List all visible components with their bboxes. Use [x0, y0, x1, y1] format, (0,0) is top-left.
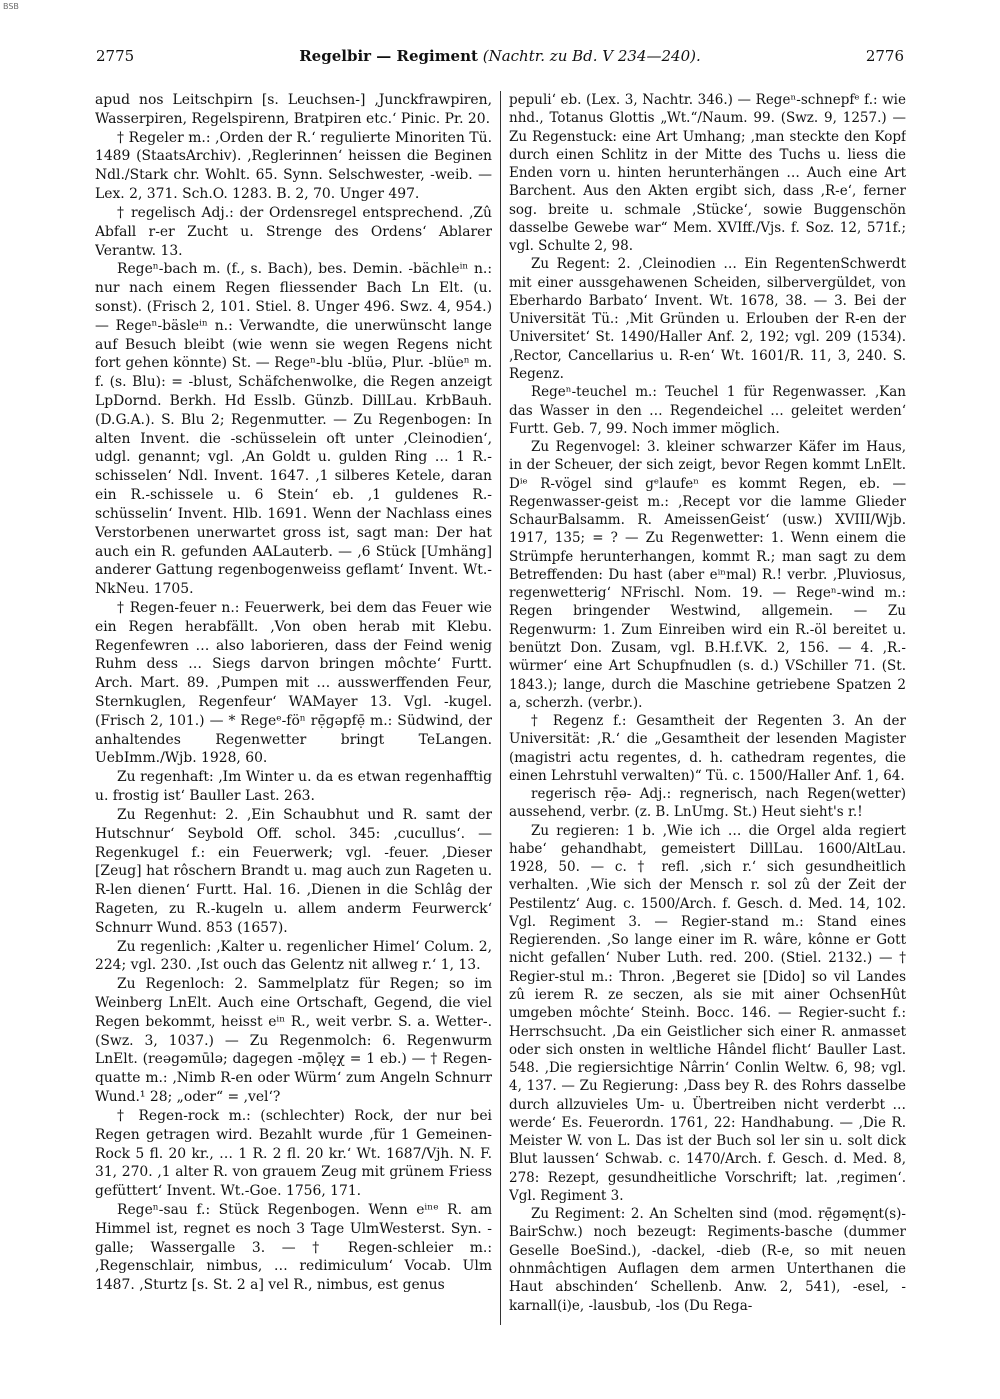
- entry-paragraph: Zu Regenhut: 2. ‚Ein Schaubhut und R. samt der Hutschnur‘ Seybold Off. schol. 345: ‚cucullus‘. — Regenkugel f.: ein Feuerwerk; vgl. -feuer. ‚Dieser [Zeug] hat rôschern Brandt u. mag auch zun Rageten u. R-len dienen‘ Furtt. Hal. 16. ‚Dienen in die Schlâg der Rageten, zu R.-kugeln u. allem anderm Feurwerck‘ Schnurr Wund. 853 (1657).: [95, 806, 492, 936]
- entry-paragraph: Zu Regiment: 2. An Schelten sind (mod. rẹ̄gəmęnt(s)-BairSchw.) noch bezeugt: Regiments-basche (dummer Geselle BoeSind.), -dackel, -dieb (R-e, so mit neuen ohnmâchtigen Auflagen dem armen Unterthanen die Haut abschinden‘ Schellenb. Anw. 2, 541), -esel, -karnall(i)e, -lausbub, -los (Du Rega-: [509, 1206, 906, 1314]
- entry-paragraph: † regelisch Adj.: der Ordensregel entsprechend. ‚Zû Abfall r-er Zucht u. Strenge des Ordens‘ Ablarer Verantw. 13.: [95, 204, 492, 259]
- running-title: [96, 47, 904, 65]
- entry-paragraph: Zu Regenvogel: 3. kleiner schwarzer Käfer im Haus, in der Scheuer, der sich zeigt, bevor Regen kommt LnElt. Dⁱᵉ R-vögel sind gᵉlaufeⁿ es kommt Regen, eb. — Regenwasser-geist m.: ‚Recept vor die lamme Glieder SchaurBalsamm. R. AmeissenGeist‘ (usw.) XVIII/Wjb. 1917, 135; = ? — Zu Regenwetter: 1. Wenn einem die Strümpfe herunterhangen, kommt R.; man sagt zu dem Betreffenden: Du hast (aber eⁱⁿmal) R.! verbr. ‚Pluviosus, regenwetterig‘ NFrischl. Nom. 19. — Regeⁿ-wind m.: Regen bringender Westwind, allgemein. — Zu Regenwurm: 1. Zum Einreiben wird ein R.-öl bereitet u. benützt Don. Zusam, vgl. B.H.f.VK. 2, 156. — 4. ‚R.-würmer‘ eine Art Schupfnudlen (s. d.) VSchiller 71. (St. 1843.); lange, durch die Maschine getriebene Spatzen 2 a, scherzh. (verbr.).: [509, 439, 906, 711]
- entry-paragraph: † Regen-feuer n.: Feuerwerk, bei dem das Feuer wie ein Regen herabfällt. ‚Von oben herab mit Klebu. Regenfewren … also laborieren, dass der Feind wenig Ruhm dess … Siegs darvon bringen môchte‘ Furtt. Arch. Mart. 89. ‚Pumpen mit … ausswerffenden Feur, Sternkuglen, Regenfeur‘ WAMayer 13. Vgl. -kugel. (Frisch 2, 101.) — * Regeᵉ-föⁿ rẹ̄gəpfẹ̄ m.: Südwind, der anhaltendes Regenwetter bringt TeLangen. UebImm./Wjb. 1928, 60.: [95, 599, 492, 767]
- entry-paragraph: Zu regenhaft: ‚Im Winter u. da es etwan regenhafftig u. frostig ist‘ Bauller Last. 263.: [95, 769, 492, 805]
- right-page-number: 2776: [865, 47, 904, 65]
- entry-paragraph: Zu Regent: 2. ‚Cleinodien … Ein RegentenSchwerdt mit einer aussgehawenen Scheiden, silbervergüldet, von Eberhardo Barbato‘ Invent. Wt. 1678, 38. — 3. Bei der Universität Tü.: ‚Mit Gründen u. Erlouben der R-en der Universitet‘ St. 1490/Haller Anf. 2, 192; vgl. 209 (1534). ‚Rector, Cancellarius u. R-en‘ Wt. 1601/R. 11, 3, 240. S. Regenz.: [509, 256, 906, 382]
- entry-paragraph: Regeⁿ-sau f.: Stück Regenbogen. Wenn eⁱⁿᵉ R. am Himmel ist, regnet es noch 3 Tage UlmWesterst. Syn. -galle; Wassergalle 3. — † Regen-schleier m.: ‚Regenschlair, nimbus, … redimiculum‘ Vocab. Ulm 1487. ‚Sturtz [s. St. 2 a] vel R., nimbus, est genus: [95, 1201, 492, 1294]
- entry-paragraph: Zu Regenloch: 2. Sammelplatz für Regen; so im Weinberg LnElt. Auch eine Ortschaft, Gegend, die viel Regen bekommt, heisst eⁱⁿ R., weit verbr. S. a. Wetter-. (Swz. 3, 1037.) — Zu Regenmolch: 6. Regenwurm LnElt. (reəgəmūlə; dagegen -mǭlęχ = 1 eb.) — † Regen-quatte m.: ‚Nimb R-en oder Würm‘ zum Angeln Schnurr Wund.¹ 28; „oder“ = ‚vel‘?: [95, 976, 492, 1106]
- column-divider: [500, 91, 501, 1325]
- entry-paragraph: pepuli‘ eb. (Lex. 3, Nachtr. 346.) — Regeⁿ-schnepfᵉ f.: wie nhd., Totanus Glottis „Wt.“/Naum. 99. (Swz. 9, 1257.) — Zu Regenstuck: eine Art Umhang; ‚man steckte den Kopf durch einen Schlitz in der Mitte des Tuchs u. liess die Enden vorn u. hinten herunterhängen … Auch eine Art Barchent. Aus den Akten ergibt sich, dass ‚R-e‘, ferner sog. breite u. schmale ‚Stücke‘, sowie Buggenschön dasselbe Gewebe war“ Mem. XVIff./Vjs. f. Soz. 12, 571f.; vgl. Schulte 2, 98.: [509, 92, 906, 255]
- page-header: [96, 47, 904, 71]
- entry-paragraph: Regeⁿ-teuchel m.: Teuchel 1 für Regenwasser. ‚Kan das Wasser in den … Regendeichel … geleitet werden‘ Furtt. Geb. 7, 99. Noch immer möglich.: [509, 384, 906, 437]
- entry-paragraph: regerisch rẹ̄ə- Adj.: regnerisch, nach Regen(wetter) aussehend, verbr. (z. B. LnUmg. St.) Heut sieht's r.!: [509, 786, 906, 821]
- right-text-column: [509, 91, 906, 1326]
- left-text-column: [95, 91, 492, 1326]
- entry-paragraph: † Regeler m.: ‚Orden der R.‘ regulierte Minoriten Tü. 1489 (StaatsArchiv). ‚Reglerinnen‘ heissen die Beginen Ndl./Stark chr. Wohlt. 65. Synn. Selschwester, -weib. — Lex. 2, 371. Sch.O. 1283. B. 2, 70. Unger 497.: [95, 129, 492, 203]
- entry-paragraph: † Regen-rock m.: (schlechter) Rock, der nur bei Regen getragen wird. Bezahlt wurde ‚für 1 Gemeinen-Rock 5 fl. 20 kr., … 1 R. 2 fl. 20 kr.‘ Wt. 1687/Vjh. N. F. 31, 270. ‚1 alter R. von grauem Zeug mit grünem Friess gefüttert‘ Invent. Wt.-Goe. 1756, 171.: [95, 1107, 492, 1200]
- entry-paragraph: Zu regenlich: ‚Kalter u. regenlicher Himel‘ Colum. 2, 224; vgl. 230. ‚Ist ouch das Gelentz nit allweg r.‘ 1, 13.: [95, 938, 492, 974]
- entry-paragraph: † Regenz f.: Gesamtheit der Regenten 3. An der Universität: ‚R.‘ die „Gesamtheit der lesenden Magister (magistri actu regentes, d. h. cathedram regentes, die einen Lehrstuhl verwalten)“ Tü. c. 1500/Haller Anf. 1, 64.: [509, 713, 906, 784]
- entry-paragraph: apud nos Leitschpirn [s. Leuchsen-] ‚Junckfrawpiren, Wasserpiren, Regelspirenn, Bratpiren etc.‘ Pinic. Pr. 20.: [95, 92, 492, 127]
- running-title-main: Regelbir — Regiment: [299, 47, 478, 65]
- entry-paragraph: Zu regieren: 1 b. ‚Wie ich … die Orgel alda regiert habe‘ gehandhabt, gemeistert DillLau. 1600/AltLau. 1928, 50. — c. † refl. ‚sich r.‘ sich gesundheitlich verhalten. ‚Wie sich der Mensch r. sol zû der Zeit der Pestilentz‘ Aug. c. 1500/Arch. f. Gesch. d. Med. 14, 102. Vgl. Regiment 3. — Regier-stand m.: Stand eines Regierenden. ‚So lange einer im R. wâre, kônne er Gott nicht gefallen‘ Nuber Luth. red. 200. (Stiel. 2132.) — † Regier-stul m.: Thron. ‚Begeret sie [Dido] so vil Landes zû ierem R. ze seczen, als sie mit ainer OchsenHût umgeben môchte‘ Steinh. Bocc. 146. — Regier-sucht f.: Herrschsucht. ‚Da ein Geistlicher sich einer R. anmasset oder sich onsten in weltliche Hândel flicht‘ Bauller Last. 548. ‚Die regiersichtige Nârrin‘ Conlin Weltw. 6, 98; vgl. 4, 137. — Zu Regierung: ‚Dass bey R. des Rohrs dasselbe durch allzuvieles Um- u. Übertreiben nicht verderbt … werde‘ Es. Feuerordn. 1761, 22: Handhabung. — ‚Die R. Meister W. von L. Das ist der Buch sol ler sin u. solt dick Blut laussen‘ Schwab. c. 1470/Arch. f. Gesch. d. Med. 8, 278: Rezept, gesundheitliche Vorschrift; lat. ‚regimen‘. Vgl. Regiment 3.: [509, 822, 906, 1204]
- left-page-number: 2775: [96, 47, 135, 65]
- running-title-note: (Nachtr. zu Bd. V 234—240).: [482, 47, 701, 65]
- library-stamp-label: BSB: [3, 2, 19, 11]
- entry-paragraph: Regeⁿ-bach m. (f., s. Bach), bes. Demin. -bächleⁱⁿ n.: nur nach einem Regen fliessender Bach Ln Elt. (u. sonst). (Frisch 2, 101. Stiel. 8. Unger 496. Swz. 4, 954.) — Regeⁿ-bäsleⁱⁿ n.: Verwandte, die unerwünscht lange auf Besuch bleibt (wie wenn sie wegen Regens nicht fort gehen könnte) St. — Regeⁿ-blu -blüə, Plur. -blüeⁿ m. f. (s. Blu): = -blust, Schäfchenwolke, die Regen anzeigt LpDornd. Berkh. Hd Esslb. Günzb. DillLau. KrbBauh. (D.G.A.). S. Blu 2; Regenmutter. — Zu Regenbogen: In alten Invent. die -schüsselein oft unter ‚Cleinodien‘, udgl. genannt; vgl. ‚An Goldt u. gulden Ring … 1 R.-schisselen‘ Ndl. Invent. 1647. ‚1 silberes Ketele, daran ein R.-schissele u. 6 Stein‘ eb. ‚1 guldenes R.-schüsselin‘ Invent. Hlb. 1691. Wenn der Nachlass eines Verstorbenen unerwartet gross ist, sagt man: Der hat auch ein R. gefunden AALauterb. — ‚6 Stück [Umhäng] anderer Gattung regenbogenweiss geflamt‘ Invent. Wt.-NkNeu. 1705.: [95, 261, 492, 598]
